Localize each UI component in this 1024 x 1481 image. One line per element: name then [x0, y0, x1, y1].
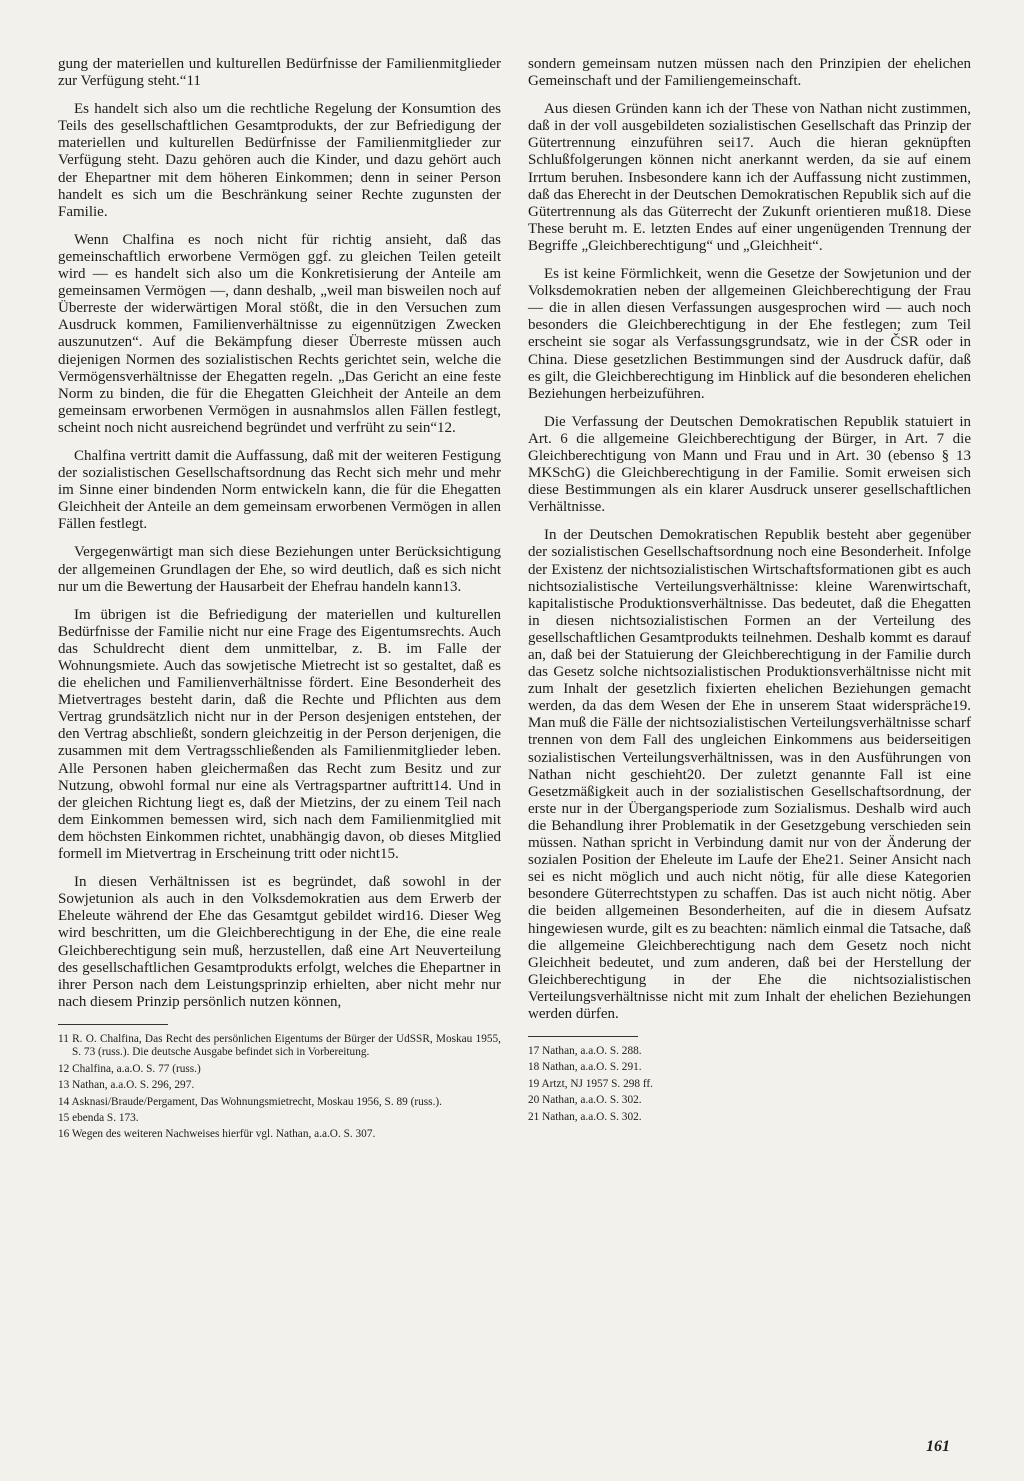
footnote: 18 Nathan, a.a.O. S. 291.	[528, 1061, 642, 1074]
footnote: 15 ebenda S. 173.	[58, 1111, 139, 1124]
paragraph: gung der materiellen und kulturellen Bedürfnisse der Familienmitglieder zur Verfügung steht.“11	[58, 56, 501, 90]
footnote: 21 Nathan, a.a.O. S. 302.	[528, 1110, 642, 1123]
paragraph: Chalfina vertritt damit die Auffassung, daß mit der weiteren Festigung der sozialistischen Gesellschaftsordnung das Recht sich mehr und mehr im Sinne einer bindenden Norm entwickeln kann, die für die Ehegatten Gleichheit der Anteile an dem gemeinsam erworbenen Vermögen in allen Fällen festlegt.	[58, 447, 501, 533]
left-column	[58, 56, 501, 1145]
paragraph: Es ist keine Förmlichkeit, wenn die Gesetze der Sowjetunion und der Volksdemokratien neben der allgemeinen Gleichberechtigung der Frau — die in allen diesen Verfassungen ausgesprochen wird — auch noch besonders die Gleichberechtigung in der Ehe festlegen; zum Teil erscheint sie sogar als Verfassungsgrundsatz, wie in der ČSR oder in China. Diese gesetzlichen Bestimmungen sind der Ausdruck dafür, daß es gilt, die Gleichberechtigung im Hinblick auf die besonderen ehelichen Beziehungen herbeizuführen.	[528, 266, 971, 402]
footnote-divider	[58, 1024, 168, 1025]
paragraph: Wenn Chalfina es noch nicht für richtig ansieht, daß das gemeinschaftlich erworbene Vermögen ggf. zu gleichen Teilen geteilt wird — es handelt sich also um die Konkretisierung der Anteile am gemeinsamen Vermögen —, dann deshalb, „weil man bisweilen noch auf Überreste der widerwärtigen Moral stößt, die in den Versuchen zum Ausdruck kommen, Familienverhältnisse zu eigennützigen Zwecken auszunutzen“. Auf die Bekämpfung dieser Überreste müssen auch diejenigen Normen des sozialistischen Rechts gerichtet sein, welche die Vermögensverhältnisse der Ehegatten regeln. „Das Gericht an eine feste Norm zu binden, die für die Ehegatten Gleichheit der Anteile an dem gemeinsam erworbenen Vermögen in ausnahmslos allen Fällen festlegt, scheint noch nicht ausreichend begründet und verfrüht zu sein“12.	[58, 231, 501, 436]
footnote: 14 Asknasi/Braude/Pergament, Das Wohnungsmietrecht, Moskau 1956, S. 89 (russ.).	[58, 1095, 442, 1108]
footnote-divider	[528, 1036, 638, 1037]
footnote: 17 Nathan, a.a.O. S. 288.	[528, 1045, 642, 1058]
footnote: 16 Wegen des weiteren Nachweises hierfür vgl. Nathan, a.a.O. S. 307.	[58, 1128, 376, 1141]
paragraph: Aus diesen Gründen kann ich der These von Nathan nicht zustimmen, daß in der voll ausgebildeten sozialistischen Gesellschaft das Prinzip der Gütertrennung einzuführen sei17. Auch die hieran geknüpften Schlußfolgerungen können nicht anerkannt werden, da sie auf einem Irrtum beruhen. Insbesondere kann ich der Auffassung nicht zustimmen, daß das Eherecht in der Deutschen Demokratischen Republik sich auf die Gütertrennung als das Güterrecht der Zukunft orientieren muß18. Diese These beruht m. E. letzten Endes auf einer ungenügenden Trennung der Begriffe „Gleichberechtigung“ und „Gleichheit“.	[528, 101, 971, 254]
footnote: 20 Nathan, a.a.O. S. 302.	[528, 1094, 642, 1107]
paragraph: sondern gemeinsam nutzen müssen nach den Prinzipien der ehelichen Gemeinschaft und der Familiengemeinschaft.	[528, 56, 971, 90]
footnote: 19 Artzt, NJ 1957 S. 298 ff.	[528, 1077, 653, 1090]
right-column	[528, 56, 971, 1127]
paragraph: Die Verfassung der Deutschen Demokratischen Republik statuiert in Art. 6 die allgemeine Gleichberechtigung der Bürger, in Art. 7 die Gleichberechtigung von Mann und Frau und in Art. 30 (ebenso § 13 MKSchG) die Gleichberechtigung in der Familie. Somit erweisen sich diese Bestimmungen als ein klarer Ausdruck unserer gesellschaftlichen Verhältnisse.	[528, 413, 971, 516]
paragraph: Im übrigen ist die Befriedigung der materiellen und kulturellen Bedürfnisse der Familie nicht nur eine Frage des Eigentumsrechts. Auch das Schuldrecht dient dem unmittelbar, z. B. im Falle der Wohnungsmiete. Auch das sowjetische Mietrecht ist so gestaltet, daß es die ehelichen und Familienverhältnisse fördert. Eine Besonderheit des Mietvertrages besteht darin, daß die Rechte und Pflichten aus dem Vertrag grundsätzlich nicht nur in der Person desjenigen entstehen, der den Vertrag abschließt, sondern gleichzeitig in der Person derjenigen, die zusammen mit dem Vertragsschließenden als Familienmitglieder leben. Alle Personen haben gleichermaßen das Recht zum Besitz und zur Nutzung, obwohl formal nur eine als Vertragspartner auftritt14. Und in der gleichen Richtung liegt es, daß der Mietzins, der zu einem Teil nach dem Einkommen bemessen wird, sich nach dem Familienmitglied mit dem höchsten Einkommen richtet, unabhängig davon, ob dieses Mitglied formell im Mietvertrag in Erscheinung tritt oder nicht15.	[58, 606, 501, 863]
paragraph: Vergegenwärtigt man sich diese Beziehungen unter Berücksichtigung der allgemeinen Grundlagen der Ehe, so wird deutlich, daß es sich nicht nur um die Bewertung der Hausarbeit der Ehefrau handeln kann13.	[58, 544, 501, 595]
footnote: 12 Chalfina, a.a.O. S. 77 (russ.)	[58, 1062, 201, 1075]
paragraph: In diesen Verhältnissen ist es begründet, daß sowohl in der Sowjetunion als auch in den Volksdemokratien aus dem Erwerb der Eheleute während der Ehe das Gesamtgut gebildet wird16. Dieser Weg wird beschritten, um die Gleichberechtigung in der Ehe, die eine reale Gleichberechtigung sein muß, herzustellen, daß eine Art Neuverteilung des gesellschaftlichen Gesamtprodukts erfolgt, welches die Ehepartner in ihrer Person nach dem Leistungsprinzip erhielten, aber nicht mehr nur nach diesem Prinzip persönlich nutzen können,	[58, 874, 501, 1010]
footnote: 13 Nathan, a.a.O. S. 296, 297.	[58, 1079, 195, 1092]
page-number: 161	[926, 1438, 950, 1455]
paragraph: Es handelt sich also um die rechtliche Regelung der Konsumtion des Teils des gesellschaftlichen Gesamtprodukts, der zur Befriedigung der materiellen und kulturellen Bedürfnisse der Familienmitglieder zur Verfügung steht. Dazu gehören auch die Kinder, und dazu gehört auch der Ehepartner mit dem höheren Einkommen; denn in seiner Person handelt es sich um die Beschränkung seiner Rechte zugunsten der Familie.	[58, 101, 501, 220]
footnote: 11 R. O. Chalfina, Das Recht des persönlichen Eigentums der Bürger der UdSSR, Moskau 1955, S. 73 (russ.). Die deutsche Ausgabe befindet sich in Vorbereitung.	[58, 1032, 501, 1059]
paragraph: In der Deutschen Demokratischen Republik besteht aber gegenüber der sozialistischen Gesellschaftsordnung noch eine Besonderheit. Infolge der Existenz der nichtsozialistischen Wirtschaftsformationen gibt es auch nichtsozialistische Verteilungsverhältnisse: kleine Warenwirtschaft, kapitalistische Produktionsverhältnisse. Das bedeutet, daß die Ehegatten in diesen nichtsozialistischen Formen an der Verteilung des gesellschaftlichen Gesamtprodukts teilnehmen. Deshalb kommt es darauf an, daß bei der Statuierung der Gleichberechtigung in der Familie durch das Gesetz solche nichtsozialistischen Produktionsverhältnisse nicht mit zum Inhalt der gesetzlich fixierten ehelichen Beziehungen gemacht werden, da das dem Wesen der Ehe in unserem Staat widerspräche19. Man muß die Fälle der nichtsozialistischen Verteilungsverhältnisse scharf trennen von dem Fall des ungleichen Einkommens aus beiderseitigen sozialistischen Verteilungsverhältnissen, was in den Ausführungen von Nathan nicht geschieht20. Der zuletzt genannte Fall ist eine Gesetzmäßigkeit auch in der sozialistischen Gesellschaftsordnung, der erste nur in der Übergangsperiode zum Sozialismus. Deshalb wird auch die Behandlung ihrer Problematik in der Gesetzgebung verschieden sein müssen. Nathan spricht in Verbindung damit nur von der Änderung der sozialen Position der Eheleute im Laufe der Ehe21. Seiner Ansicht nach sei es nicht möglich und auch nicht nötig, für alle diese Kategorien besondere Güterrechtstypen zu schaffen. Das ist auch nicht nötig. Aber die beiden allgemeinen Besonderheiten, auf die in diesem Aufsatz hingewiesen wurde, gilt es zu beachten: nämlich einmal die Tatsache, daß die allgemeine Gleichberechtigung nach dem Gesetz noch nicht Gleichheit bedeutet, und zum anderen, daß bei der Herstellung der Gleichberechtigung in der Ehe die nichtsozialistischen Verteilungsverhältnisse nicht mit zum Inhalt der ehelichen Beziehungen werden dürfen.	[528, 527, 971, 1022]
